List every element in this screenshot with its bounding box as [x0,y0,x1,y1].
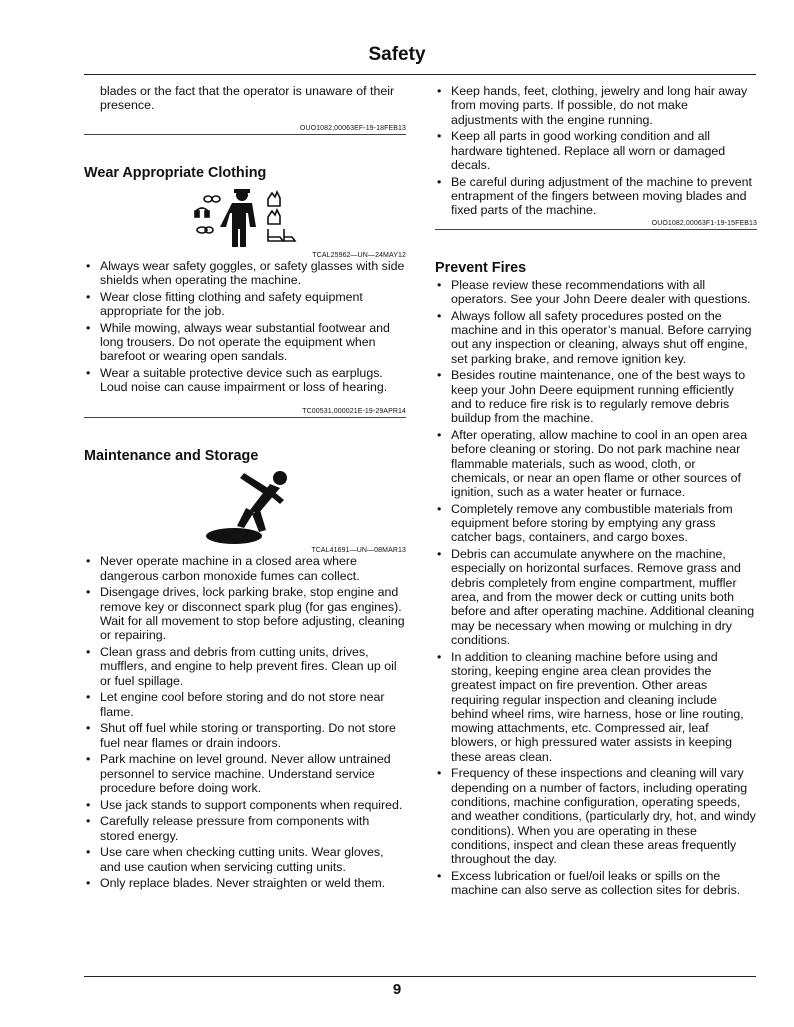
list-item: • Be careful during adjustment of the machine to prevent entrapment of the fingers between moving blades and fixed parts of the machine. [435,175,757,218]
list-item: • In addition to cleaning machine before using and storing, keeping engine area clean provides the greatest impact on fire prevention. Other areas requiring regular inspection and cleaning include behind wheel rims, wire harness, hose or line routing, mowing attachments, etc. Compressed air, leaf blowers, or high pressured water assists in keeping these areas clean. [435,650,757,764]
left-column [84,84,406,893]
list-item: • Keep hands, feet, clothing, jewelry and long hair away from moving parts. If possible, do not make adjustments with the engine running. [435,84,757,127]
footer-rule [84,976,756,977]
list-item: • Besides routine maintenance, one of the best ways to keep your John Deere equipment running efficiently and to reduce fire risk is to regularly remove debris buildup from the machine. [435,368,757,425]
moving-parts-list [435,84,757,217]
continued-text: blades or the fact that the operator is unaware of their presence. [100,84,395,113]
section-ref-code: TC00531,000021E-19-29APR14 [302,408,406,416]
list-item: • Please review these recommendations with all operators. See your John Deere dealer with questions. [435,278,757,307]
section-title-clothing: Wear Appropriate Clothing [84,164,267,181]
slip-fall-hazard-icon [84,470,406,546]
header-rule [84,74,756,75]
list-item: • Carefully release pressure from components with stored energy. [84,814,406,843]
clothing-list [84,259,406,395]
clothing-figure [84,187,406,251]
list-item: • Use care when checking cutting units. Wear gloves, and use caution when servicing cutting units. [84,845,406,874]
list-item: • Use jack stands to support components when required. [84,798,406,812]
section-divider [84,417,406,418]
section-title-maintenance: Maintenance and Storage [84,448,259,465]
figure-caption-maintenance: TCAL41691—UN—08MAR13 [311,547,406,555]
section-divider [435,229,757,230]
list-item: • Always wear safety goggles, or safety glasses with side shields when operating the machine. [84,259,406,288]
fires-list [435,278,757,898]
list-item: • After operating, allow machine to cool in an open area before cleaning or storing. Do not park machine near flammable materials, such as wood, cloth, or chemicals, or near an open flame or other sources of ignition, such as a water heater or furnace. [435,428,757,499]
section-title-fires: Prevent Fires [435,259,527,276]
list-item: • Disengage drives, lock parking brake, stop engine and remove key or disconnect spark plug (for gas engines). Wait for all movement to stop before adjusting, cleaning or repairing. [84,585,406,642]
section-ref-code: OUO1082,00063F1-19-15FEB13 [651,219,757,227]
list-item: • Frequency of these inspections and cleaning will vary depending on a number of factors, including operating conditions, machine configuration, operating speeds, and weather conditions, (particularly dry, hot, and windy conditions). When you are operating in these conditions, inspect and clean these areas frequently throughout the day. [435,766,757,866]
maintenance-figure [84,470,406,546]
right-column [435,84,757,900]
list-item: • Excess lubrication or fuel/oil leaks or spills on the machine can also serve as collection sites for debris. [435,869,757,898]
list-item: • Park machine on level ground. Never allow untrained personnel to service machine. Understand service procedure before doing work. [84,752,406,795]
list-item: • Shut off fuel while storing or transporting. Do not store fuel near flames or drain indoors. [84,721,406,750]
list-item: • Wear close fitting clothing and safety equipment appropriate for the job. [84,290,406,319]
protective-clothing-illustration-icon [84,187,406,251]
list-item: • Always follow all safety procedures posted on the machine and in this operator’s manual. Before carrying out any inspection or cleaning, always shut off engine, set parking brake, and remove ignition key. [435,309,757,366]
section-divider [84,134,406,135]
list-item: • Completely remove any combustible materials from equipment before storing by emptying any grass catcher bags, containers, and cargo boxes. [435,502,757,545]
list-item: • Never operate machine in a closed area where dangerous carbon monoxide fumes can collect. [84,554,406,583]
list-item: • Debris can accumulate anywhere on the machine, especially on horizontal surfaces. Remove grass and debris completely from engine compartment, muffler area, and from the mower deck or cutting units both before and after operating machine. Additional cleaning may be necessary when mowing or mulching in dry conditions. [435,547,757,647]
page-title: Safety [368,44,426,65]
list-item: • Keep all parts in good working condition and all hardware tightened. Replace all worn or damaged decals. [435,129,757,172]
maintenance-list [84,554,406,890]
figure-caption-clothing: TCAL25962—UN—24MAY12 [312,251,406,259]
page-number: 9 [392,981,402,998]
list-item: • Wear a suitable protective device such as earplugs. Loud noise can cause impairment or loss of hearing. [84,366,406,395]
section-ref-code: OUO1082,00063EF-19-18FEB13 [299,124,406,132]
list-item: • Clean grass and debris from cutting units, drives, mufflers, and engine to help prevent fires. Clean up oil or fuel spillage. [84,645,406,688]
list-item: • While mowing, always wear substantial footwear and long trousers. Do not operate the equipment when barefoot or wearing open sandals. [84,321,406,364]
list-item: • Let engine cool before storing and do not store near flame. [84,690,406,719]
list-item: • Only replace blades. Never straighten or weld them. [84,876,406,890]
